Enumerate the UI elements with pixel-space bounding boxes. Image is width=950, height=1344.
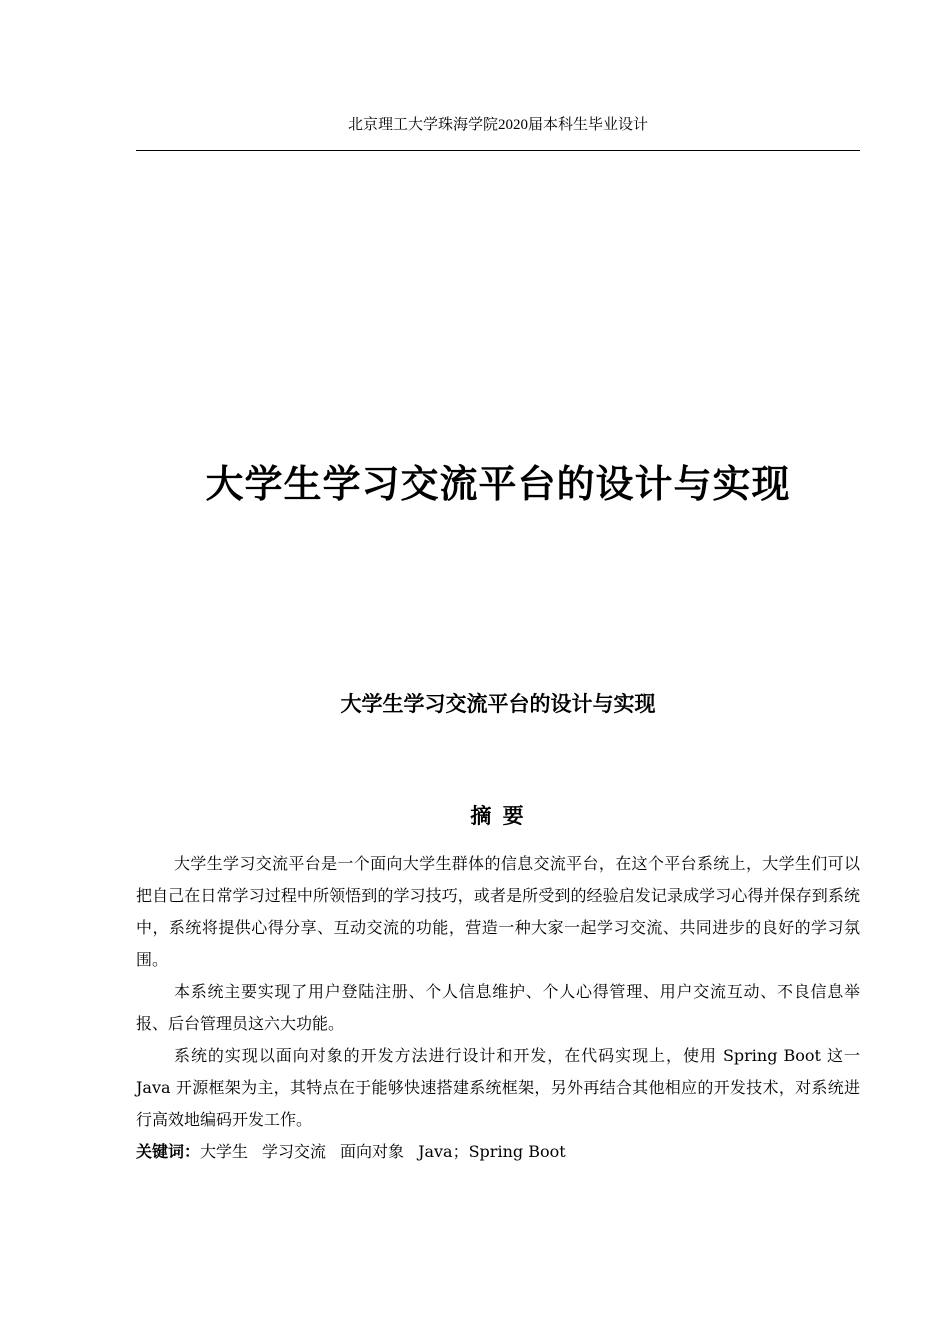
abstract-body: [136, 848, 860, 1168]
abstract-paragraph: 本系统主要实现了用户登陆注册、个人信息维护、个人心得管理、用户交流互动、不良信息举报、后台管理员这六大功能。: [136, 982, 860, 1033]
abstract-paragraph: 大学生学习交流平台是一个面向大学生群体的信息交流平台，在这个平台系统上，大学生们可以把自己在日常学习过程中所领悟到的学习技巧，或者是所受到的经验启发记录成学习心得并保存到系统中，系统将提供心得分享、互动交流的功能，营造一种大家一起学习交流、共同进步的良好的学习氛围。: [136, 854, 860, 969]
abstract-paragraph: 系统的实现以面向对象的开发方法进行设计和开发，在代码实现上，使用 Spring Boot 这一 Java 开源框架为主，其特点在于能够快速搭建系统框架，另外再结合其他相应的开发技术，对系统进行高效地编码开发工作。: [136, 1046, 860, 1129]
document-subtitle: 大学生学习交流平台的设计与实现: [340, 692, 656, 716]
keywords-line: [136, 1136, 860, 1168]
keyword: 学习交流: [262, 1142, 327, 1161]
document-title: 大学生学习交流平台的设计与实现: [205, 462, 791, 506]
keyword: 大学生: [200, 1142, 249, 1161]
abstract-heading: 摘 要: [470, 804, 526, 828]
header-divider: [136, 150, 860, 151]
keywords-label: 关键词：: [136, 1142, 201, 1161]
keyword: 面向对象: [340, 1142, 405, 1161]
keyword: Java；Spring Boot: [418, 1142, 566, 1161]
page-header: 北京理工大学珠海学院2020届本科生毕业设计: [347, 117, 648, 133]
